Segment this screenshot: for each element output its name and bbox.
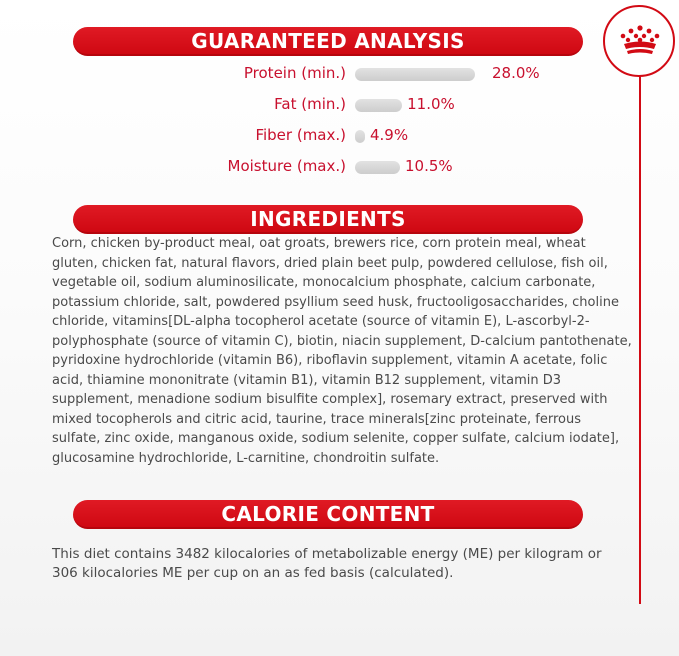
analysis-row-fiber bbox=[0, 124, 679, 150]
analysis-bar bbox=[355, 68, 475, 81]
analysis-value: 10.5% bbox=[405, 157, 453, 175]
brand-logo bbox=[603, 5, 675, 77]
analysis-value: 4.9% bbox=[370, 126, 409, 144]
calorie-content-text: This diet contains 3482 kilocalories of metabolizable energy (ME) per kilogram or 306 kilocalories ME per cup on an as fed basis (calculated). bbox=[52, 546, 602, 581]
calorie-content-title: CALORIE CONTENT bbox=[73, 500, 583, 529]
analysis-label: Protein (min.) bbox=[243, 64, 346, 82]
guaranteed-analysis-title: GUARANTEED ANALYSIS bbox=[73, 27, 583, 56]
analysis-value: 28.0% bbox=[492, 64, 540, 82]
analysis-value: 11.0% bbox=[407, 95, 455, 113]
analysis-label: Fat (min.) bbox=[274, 95, 346, 113]
crown-icon bbox=[618, 25, 662, 57]
analysis-bar bbox=[355, 99, 402, 112]
analysis-row-protein bbox=[0, 62, 679, 88]
ingredients-text: Corn, chicken by-product meal, oat groats, brewers rice, corn protein meal, wheat gluten, chicken fat, natural flavors, dried plain beet pulp, powdered cellulose, fish oil, vegetable oil, sodium aluminosilicate, monocalcium phosphate, calcium carbonate, potassium chloride, salt, powdered psyllium seed husk, fructooligosaccharides, choline chloride, vitamins[DL-alpha tocopherol acetate (source of vitamin E), L-ascorbyl-2-polyphosphate (source of vitamin C), biotin, niacin supplement, D-calcium pantothenate, pyridoxine hydrochloride (vitamin B6), riboflavin supplement, vitamin A acetate, folic acid, thiamine mononitrate (vitamin B1), vitamin B12 supplement, vitamin D3 supplement, menadione sodium bisulfite complex], rosemary extract, preserved with mixed tocopherols and citric acid, taurine, trace minerals[zinc proteinate, ferrous sulfate, zinc oxide, manganous oxide, sodium selenite, copper sulfate, calcium iodate], glucosamine hydrochloride, L-carnitine, chondroitin sulfate. bbox=[52, 236, 632, 466]
analysis-row-moisture bbox=[0, 155, 679, 181]
analysis-label: Fiber (max.) bbox=[255, 126, 346, 144]
brand-vertical-line bbox=[639, 70, 641, 604]
analysis-row-fat bbox=[0, 93, 679, 119]
analysis-bar bbox=[355, 130, 365, 143]
analysis-label: Moisture (max.) bbox=[227, 157, 346, 175]
ingredients-title: INGREDIENTS bbox=[73, 205, 583, 234]
analysis-bar bbox=[355, 161, 400, 174]
